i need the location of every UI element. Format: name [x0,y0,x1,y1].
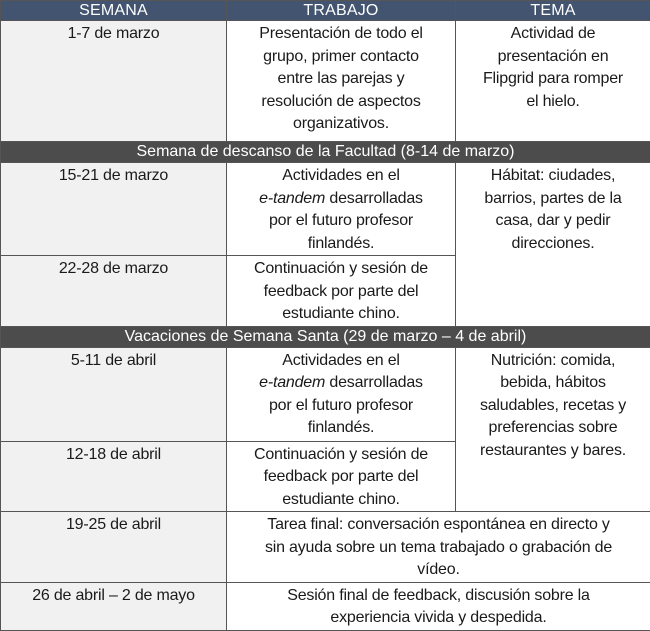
line-text: estudiante chino. [282,305,400,322]
week-label: 12-18 de abril [5,444,222,467]
cell-line [231,188,451,211]
line-text: resolución de aspectos [261,93,420,110]
cell-line [231,303,451,326]
line-text: direcciones. [512,235,595,252]
line-text: feedback por parte del [264,468,419,485]
line-text: Presentación de todo el [259,25,423,42]
cell-line [231,258,451,281]
cell-line [231,68,451,91]
cell-line [231,444,451,467]
cell-line [460,372,646,395]
cell-line [231,350,451,373]
header-semana: SEMANA [1,1,227,21]
line-text: Actividades en el [282,352,400,369]
cell-line [460,210,646,233]
cell-line [231,489,451,512]
line-text: desarrolladas [325,190,423,207]
line-text: feedback por parte del [264,283,419,300]
line-text: vídeo. [417,561,459,578]
week-label: 5-11 de abril [5,350,222,373]
line-text: finlandés. [308,419,375,436]
line-text: barrios, partes de la [484,190,621,207]
tema-cell [456,347,650,512]
line-text: restaurantes y bares. [480,442,626,459]
cell-line [231,585,646,608]
cell-line [231,537,646,560]
cell-line [231,165,451,188]
break-row [1,142,650,163]
cell-line [231,113,451,136]
line-text: el hielo. [526,93,579,110]
line-text: Sesión final de feedback, discusión sobre la [287,587,590,604]
italic-term: e-tandem [259,374,325,391]
line-text: organizativos. [293,115,389,132]
cell-line [460,165,646,188]
week-label: 19-25 de abril [5,514,222,537]
cell-line [231,46,451,69]
cell-line [460,395,646,418]
line-text: por el futuro profesor [269,397,413,414]
line-text: bebida, hábitos [500,374,606,391]
line-text: casa, dar y pedir [496,212,611,229]
cell-line [231,210,451,233]
trabajo-cell [227,256,456,327]
line-text: finlandés. [308,235,375,252]
week-label: 1-7 de marzo [5,23,222,46]
cell-line [231,559,646,582]
cell-line [460,233,646,256]
trabajo-cell [227,163,456,256]
line-text: saludables, recetas y [480,397,626,414]
line-text: Tarea final: conversación espontánea en directo y [267,516,609,533]
week-label: 22-28 de marzo [5,258,222,281]
cell-line [460,23,646,46]
line-text: presentación en [498,48,609,65]
header-tema: TEMA [456,1,650,21]
cell-line [231,91,451,114]
week-label: 26 de abril – 2 de mayo [5,585,222,608]
header-row [1,1,650,21]
cell-line [460,91,646,114]
cell-line [460,68,646,91]
line-text: Actividad de [511,25,596,42]
line-text: Flipgrid para romper [483,70,623,87]
line-text: Hábitat: ciudades, [491,167,615,184]
trabajo-cell [227,21,456,142]
week-row [1,21,650,142]
cell-line [231,395,451,418]
line-text: desarrolladas [325,374,423,391]
cell-line [231,607,646,630]
line-text: Continuación y sesión de [254,446,428,463]
week-cell [1,163,227,256]
line-text: estudiante chino. [282,491,400,508]
cell-line [460,440,646,463]
week-cell [1,582,227,630]
line-text: grupo, primer contacto [263,48,419,65]
line-text: sin ayuda sobre un tema trabajado o grabación de [265,539,612,556]
break-row [1,326,650,347]
cell-line [231,233,451,256]
line-text: experiencia vivida y despedida. [330,609,546,626]
cell-line [231,23,451,46]
line-text: por el futuro profesor [269,212,413,229]
cell-line [231,466,451,489]
week-cell [1,512,227,583]
cell-line [460,350,646,373]
tema-cell [456,163,650,327]
cell-line [231,514,646,537]
trabajo-cell [227,347,456,441]
week-row [1,512,650,583]
break-label: Vacaciones de Semana Santa (29 de marzo – 4 de abril) [1,326,650,347]
week-cell [1,21,227,142]
week-label: 15-21 de marzo [5,165,222,188]
cell-line [231,372,451,395]
break-label: Semana de descanso de la Facultad (8-14 de marzo) [1,142,650,163]
trabajo-cell [227,441,456,512]
week-cell [1,347,227,441]
trabajo-cell [227,512,650,583]
week-row [1,163,650,256]
tema-cell [456,21,650,142]
cell-line [231,281,451,304]
week-cell [1,256,227,327]
line-text: Nutrición: comida, [491,352,615,369]
line-text: preferencias sobre [489,419,618,436]
cell-line [460,188,646,211]
week-row [1,347,650,441]
header-trabajo: TRABAJO [227,1,456,21]
line-text: Continuación y sesión de [254,260,428,277]
line-text: Actividades en el [282,167,400,184]
trabajo-cell [227,582,650,630]
cell-line [231,417,451,440]
week-row [1,582,650,630]
week-cell [1,441,227,512]
cell-line [460,417,646,440]
cell-line [460,46,646,69]
line-text: entre las parejas y [278,70,405,87]
italic-term: e-tandem [259,190,325,207]
